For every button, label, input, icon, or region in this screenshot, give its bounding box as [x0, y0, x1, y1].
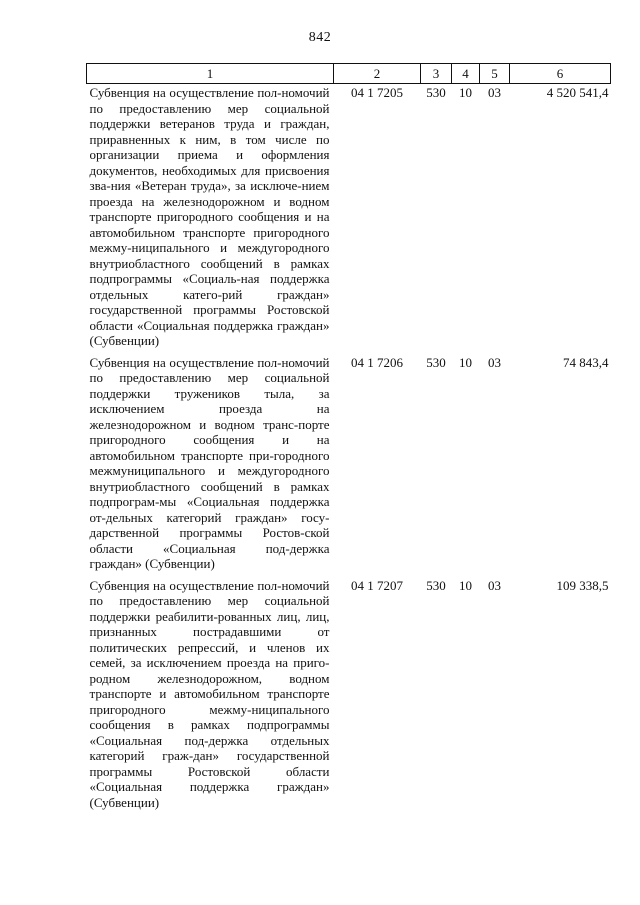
- row-amount-cell: 74 843,4: [563, 354, 609, 370]
- column-header-6: 6: [510, 64, 611, 84]
- table-row: [87, 354, 611, 577]
- budget-table: [86, 63, 611, 815]
- row-csr-cell: 04 1 7207: [351, 577, 403, 593]
- page-number: 842: [308, 30, 332, 45]
- row-amount-cell: 109 338,5: [556, 577, 609, 593]
- row-name-cell: Субвенция на осуществление пол-номочий по предоставлению мер социальной поддержки реабилити-рованных лиц, лиц, признанных пострадавшими от политических репрессий, и членов их семей, за исключением проезда на приго-родном железнодорожном, водном транспорте и автомобильном транспорте пригородного межму-ниципального сообщения в рамках подпрограммы «Социальная под-держка отдельных категорий граж-дан» государственной программы Ростовской области «Социальная поддержка граждан» (Субвенции): [89, 577, 330, 810]
- row-vr-cell: 530: [426, 577, 446, 593]
- row-pr-cell: 03: [488, 577, 501, 593]
- row-pr-cell: 03: [488, 85, 501, 100]
- row-amount-cell: 4 520 541,4: [546, 85, 609, 100]
- column-header-5: 5: [480, 64, 510, 84]
- row-rz-cell: 10: [459, 577, 472, 593]
- row-csr-cell: 04 1 7205: [351, 85, 403, 100]
- column-header-2: 2: [334, 64, 421, 84]
- row-name-cell: Субвенция на осуществление пол-номочий по предоставлению мер социальной поддержки ветеранов труда и граждан, приравненных к ним, в том числе по организации приема и оформления документов, необходимых для присвоения зва-ния «Ветеран труда», за исключе-нием проезда на железнодорожном и водном транспорте пригородного сообщения и на автомобильном транспорте пригородного межму-ниципального и междугородного внутриобластного сообщений в рамках подпрограммы «Социаль-ная поддержка отдельных катего-рий граждан» государственной программы Ростовской области «Социальная поддержка граждан» (Субвенции): [89, 85, 330, 348]
- row-rz-cell: 10: [459, 85, 472, 100]
- table-row: [87, 84, 611, 354]
- row-vr-cell: 530: [426, 354, 446, 370]
- table-header-row: [87, 64, 611, 84]
- row-csr-cell: 04 1 7206: [351, 354, 403, 370]
- column-header-1: 1: [87, 64, 334, 84]
- row-rz-cell: 10: [459, 354, 472, 370]
- row-pr-cell: 03: [488, 354, 501, 370]
- column-header-4: 4: [452, 64, 480, 84]
- table-row: [87, 577, 611, 816]
- column-header-3: 3: [421, 64, 452, 84]
- row-vr-cell: 530: [426, 85, 446, 100]
- row-name-cell: Субвенция на осуществление пол-номочий по предоставлению мер социальной поддержки тружеников тыла, за исключением проезда на железнодорожном и водном транс-порте пригородного сообщения и на автомобильном транспорте при-городного межмуниципального и междугородного внутриобластного сообщений в рамках подпрограм-мы «Социальная поддержка от-дельных категорий граждан» госу-дарственной программы Ростов-ской области «Социальная под-держка граждан» (Субвенции): [89, 354, 330, 571]
